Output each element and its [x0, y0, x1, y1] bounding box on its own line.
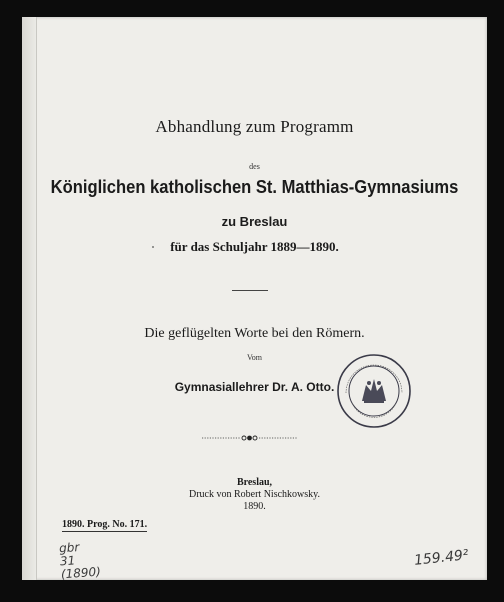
essay-title: Die geflügelten Worte bei den Römern.: [144, 326, 365, 341]
document-page: [22, 17, 487, 580]
handwritten-shelf-mark: [59, 540, 102, 582]
library-stamp-seal: [336, 353, 412, 429]
shelf-mark-line: 31: [59, 553, 76, 569]
author-name: Gymnasiallehrer Dr. A. Otto.: [174, 380, 335, 394]
ornament-divider: [202, 433, 297, 443]
publication-year: 1890.: [243, 501, 266, 512]
handwritten-number: 159.49²: [413, 547, 470, 569]
heading-des: des: [249, 162, 260, 171]
school-name: Königlichen katholischen St. Matthias-Gymnasiums: [50, 177, 459, 197]
divider-line: [232, 290, 268, 291]
school-location: zu Breslau: [221, 214, 288, 229]
printer-line: Druck von Robert Nischkowsky.: [188, 489, 320, 500]
shelf-mark-line: (1890): [60, 564, 102, 582]
school-year: für das Schuljahr 1889—1890.: [170, 239, 339, 254]
by-label: Vom: [247, 353, 262, 362]
heading-abhandlung: Abhandlung zum Programm: [155, 117, 354, 136]
program-number: 1890. Prog. No. 171.: [62, 519, 148, 530]
publication-place: Breslau,: [236, 477, 273, 488]
shelf-mark-line: gbr: [58, 540, 80, 556]
ink-dot: [152, 246, 154, 248]
